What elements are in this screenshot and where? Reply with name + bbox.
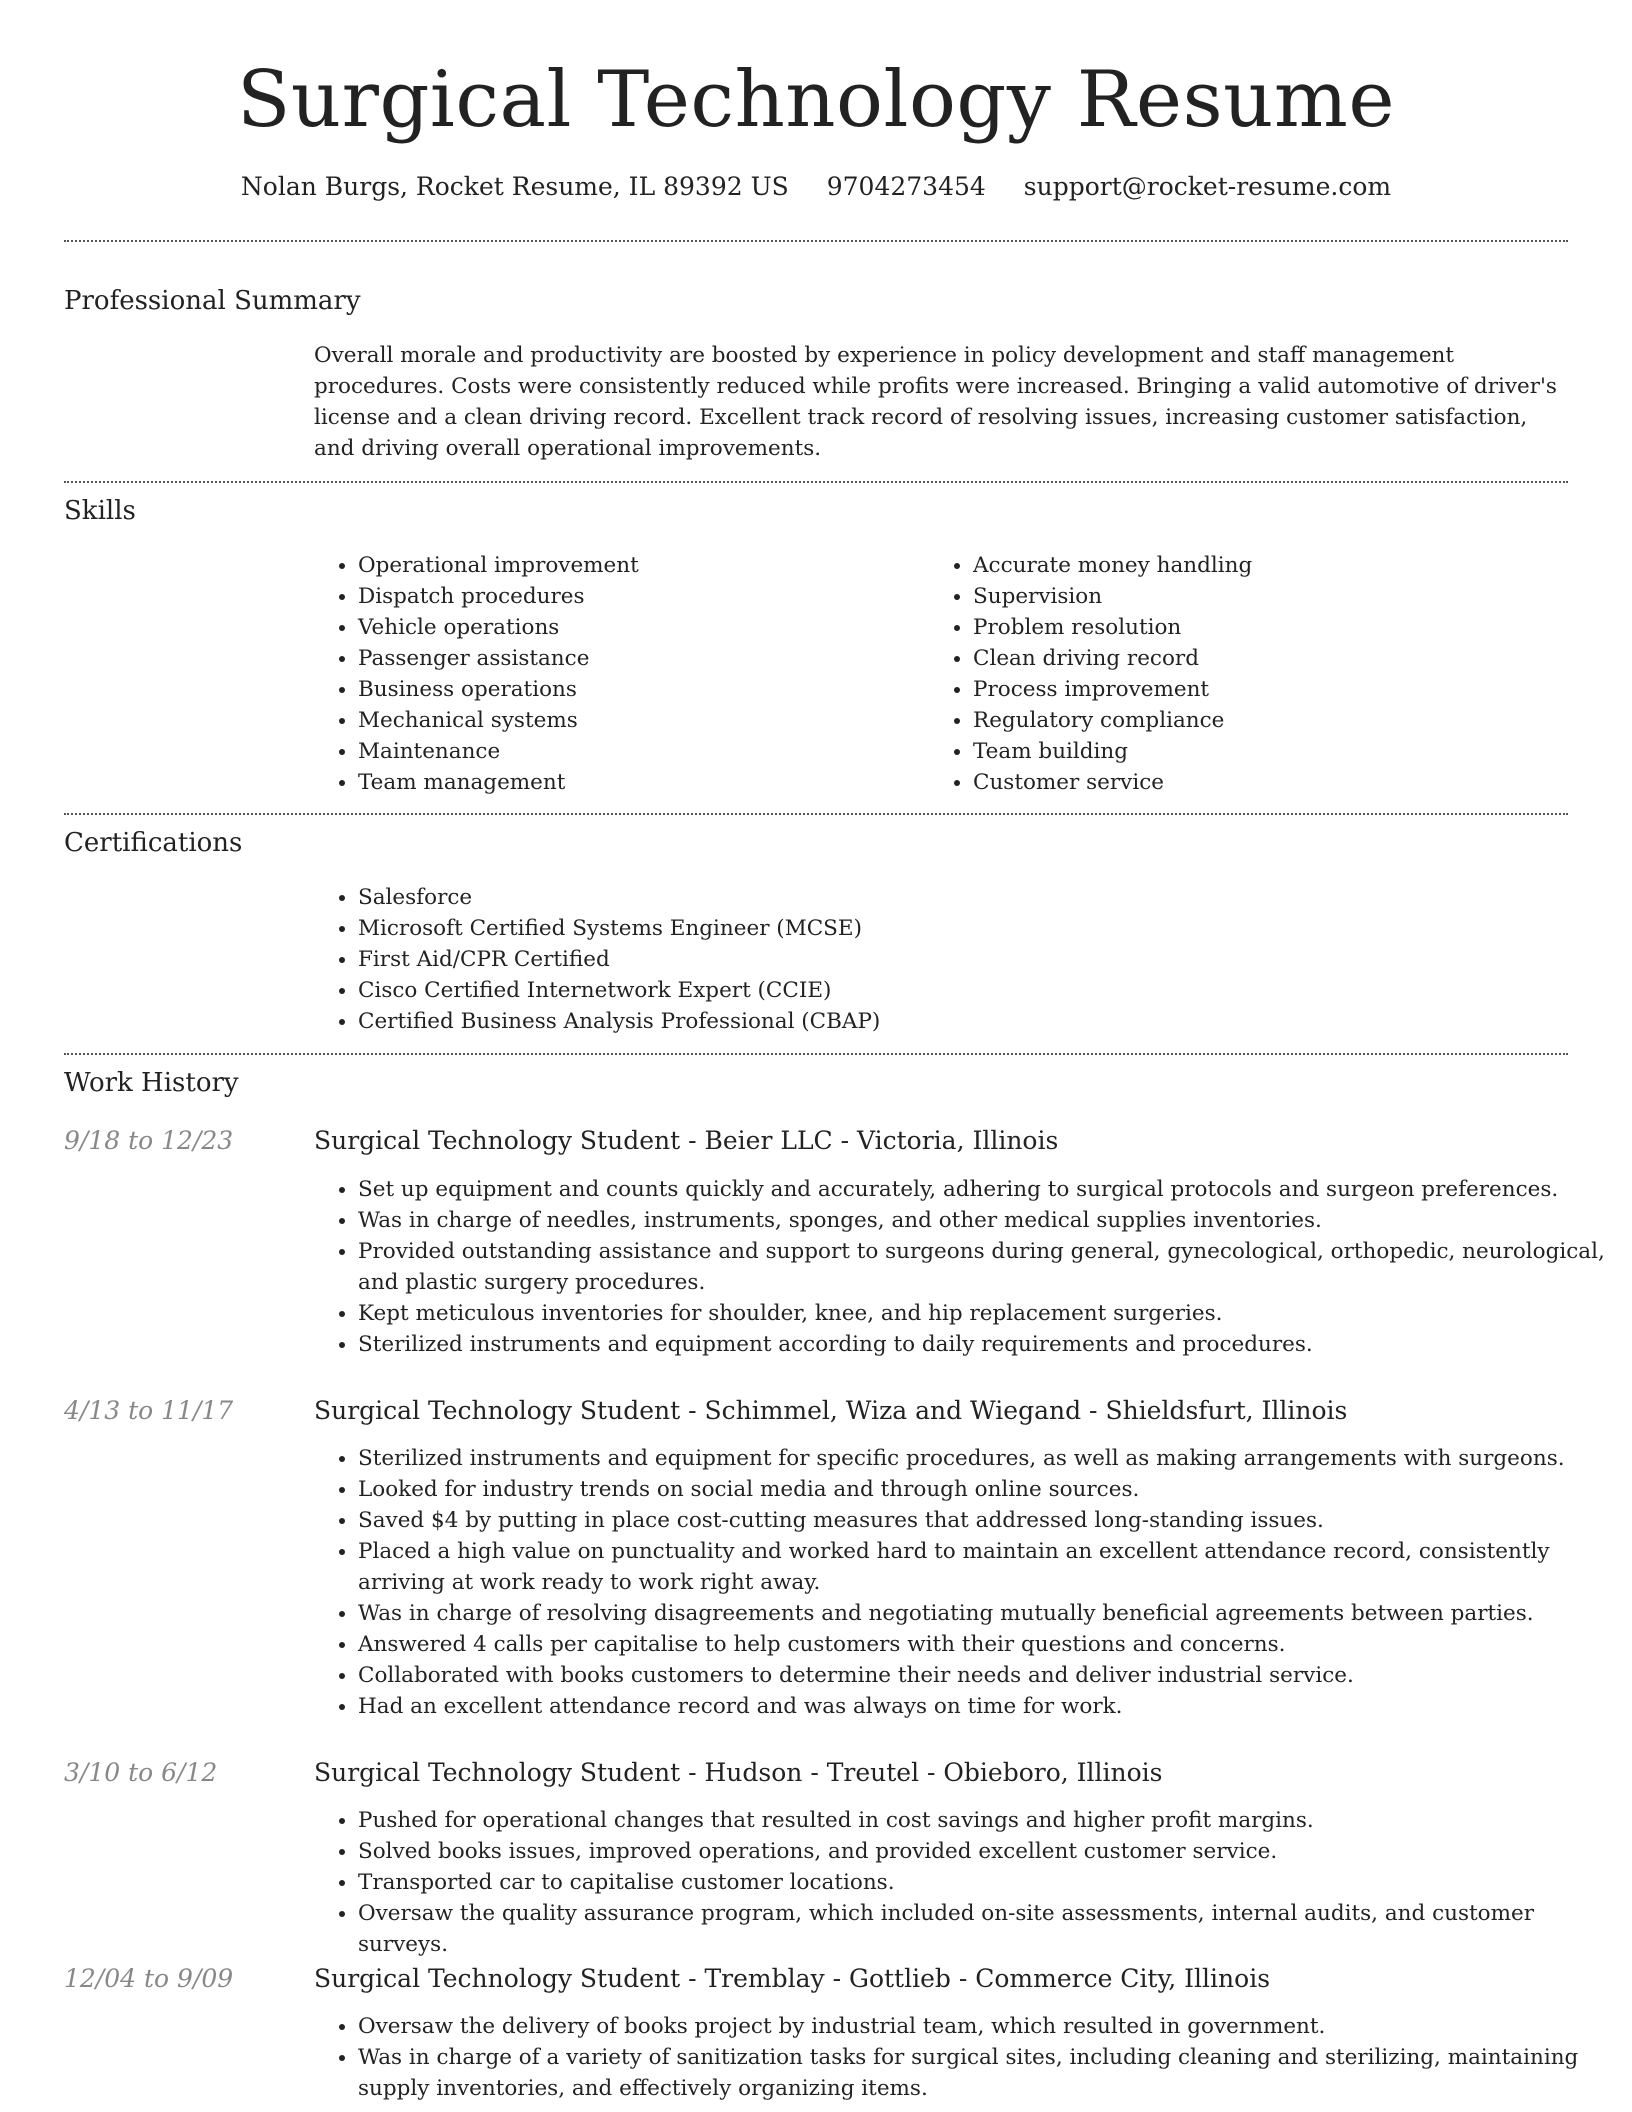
skill-item: • Passenger assistance [358, 643, 918, 674]
job-bullets [314, 1805, 1612, 1960]
job-title: Surgical Technology Student - Beier LLC - Victoria, Illinois [314, 1126, 1059, 1155]
skill-item: • Customer service [973, 767, 1573, 798]
skill-item: • Team building [973, 736, 1573, 767]
resume-title: Surgical Technology Resume [237, 55, 1395, 145]
skills-heading: Skills [64, 496, 136, 526]
job-bullets [314, 1174, 1612, 1360]
skill-item: • Accurate money handling [973, 550, 1573, 581]
skill-item: • Dispatch procedures [358, 581, 918, 612]
job-bullet: • Solved books issues, improved operations, and provided excellent customer service. [358, 1836, 1612, 1867]
job-bullet: • Was in charge of a variety of sanitization tasks for surgical sites, including cleaning and sterilizing, maintaining supply inventories, and effectively organizing items. [358, 2042, 1612, 2104]
certifications-list [314, 882, 1612, 1037]
job-bullet: • Collaborated with books customers to determine their needs and deliver industrial service. [358, 1660, 1612, 1691]
certification-item: • First Aid/CPR Certified [358, 944, 1612, 975]
job-dates: 12/04 to 9/09 [64, 1964, 234, 1993]
job-bullet: • Sterilized instruments and equipment according to daily requirements and procedures. [358, 1329, 1612, 1360]
skill-item: • Business operations [358, 674, 918, 705]
certification-item: • Cisco Certified Internetwork Expert (CCIE) [358, 975, 1612, 1006]
summary-text: Overall morale and productivity are boosted by experience in policy development and staff management procedures. Costs were consistently reduced while profits were increased. Bringing a valid automotive of driver's license and a clean driving record. Excellent track record of resolving issues, increasing customer satisfaction, and driving overall operational improvements. [314, 343, 1557, 461]
job-bullet: • Oversaw the quality assurance program, which included on-site assessments, internal audits, and customer surveys. [358, 1898, 1612, 1960]
certification-item: • Certified Business Analysis Professional (CBAP) [358, 1006, 1612, 1037]
skill-item: • Regulatory compliance [973, 705, 1573, 736]
job-title: Surgical Technology Student - Schimmel, Wiza and Wiegand - Shieldsfurt, Illinois [314, 1396, 1348, 1425]
job-title: Surgical Technology Student - Tremblay - Gottlieb - Commerce City, Illinois [314, 1964, 1271, 1993]
job-dates: 4/13 to 11/17 [64, 1396, 234, 1425]
section-divider [64, 1053, 1568, 1055]
job-bullet: • Transported car to capitalise customer locations. [358, 1867, 1612, 1898]
job-bullet: • Sterilized instruments and equipment for specific procedures, as well as making arrangements with surgeons. [358, 1443, 1612, 1474]
skill-item: • Supervision [973, 581, 1573, 612]
certifications-heading: Certifications [64, 828, 243, 858]
contact-phone: 9704273454 [826, 172, 986, 201]
skills-list-left [314, 550, 918, 798]
skill-item: • Problem resolution [973, 612, 1573, 643]
skill-item: • Team management [358, 767, 918, 798]
skill-item: • Process improvement [973, 674, 1573, 705]
skill-item: • Mechanical systems [358, 705, 918, 736]
job-bullet: • Pushed for operational changes that resulted in cost savings and higher profit margins. [358, 1805, 1612, 1836]
job-bullet: • Saved $4 by putting in place cost-cutting measures that addressed long-standing issues. [358, 1505, 1612, 1536]
contact-address: Nolan Burgs, Rocket Resume, IL 89392 US [240, 172, 789, 201]
section-divider [64, 481, 1568, 483]
summary-heading: Professional Summary [64, 286, 361, 316]
job-bullet: • Provided outstanding assistance and support to surgeons during general, gynecological, orthopedic, neurological, and plastic surgery procedures. [358, 1236, 1612, 1298]
skill-item: • Clean driving record [973, 643, 1573, 674]
job-bullet: • Had an excellent attendance record and was always on time for work. [358, 1691, 1612, 1722]
job-bullets [314, 2011, 1612, 2104]
job-bullet: • Set up equipment and counts quickly and accurately, adhering to surgical protocols and surgeon preferences. [358, 1174, 1612, 1205]
skill-item: • Maintenance [358, 736, 918, 767]
job-bullet: • Oversaw the delivery of books project by industrial team, which resulted in government. [358, 2011, 1612, 2042]
contact-line [0, 170, 1632, 204]
job-bullet: • Was in charge of needles, instruments, sponges, and other medical supplies inventories. [358, 1205, 1612, 1236]
job-bullets [314, 1443, 1612, 1722]
job-dates: 9/18 to 12/23 [64, 1126, 234, 1155]
job-bullet: • Answered 4 calls per capitalise to help customers with their questions and concerns. [358, 1629, 1612, 1660]
section-divider [64, 240, 1568, 242]
job-bullet: • Placed a high value on punctuality and worked hard to maintain an excellent attendance record, consistently arriving at work ready to work right away. [358, 1536, 1612, 1598]
job-bullet: • Kept meticulous inventories for shoulder, knee, and hip replacement surgeries. [358, 1298, 1612, 1329]
contact-email: support@rocket-resume.com [1023, 172, 1392, 201]
section-divider [64, 813, 1568, 815]
job-bullet: • Looked for industry trends on social media and through online sources. [358, 1474, 1612, 1505]
certification-item: • Microsoft Certified Systems Engineer (MCSE) [358, 913, 1612, 944]
skill-item: • Operational improvement [358, 550, 918, 581]
skills-list-right [929, 550, 1573, 798]
certification-item: • Salesforce [358, 882, 1612, 913]
skill-item: • Vehicle operations [358, 612, 918, 643]
job-bullet: • Was in charge of resolving disagreements and negotiating mutually beneficial agreements between parties. [358, 1598, 1612, 1629]
job-title: Surgical Technology Student - Hudson - Treutel - Obieboro, Illinois [314, 1758, 1163, 1787]
work-history-heading: Work History [64, 1068, 239, 1098]
job-dates: 3/10 to 6/12 [64, 1758, 218, 1787]
